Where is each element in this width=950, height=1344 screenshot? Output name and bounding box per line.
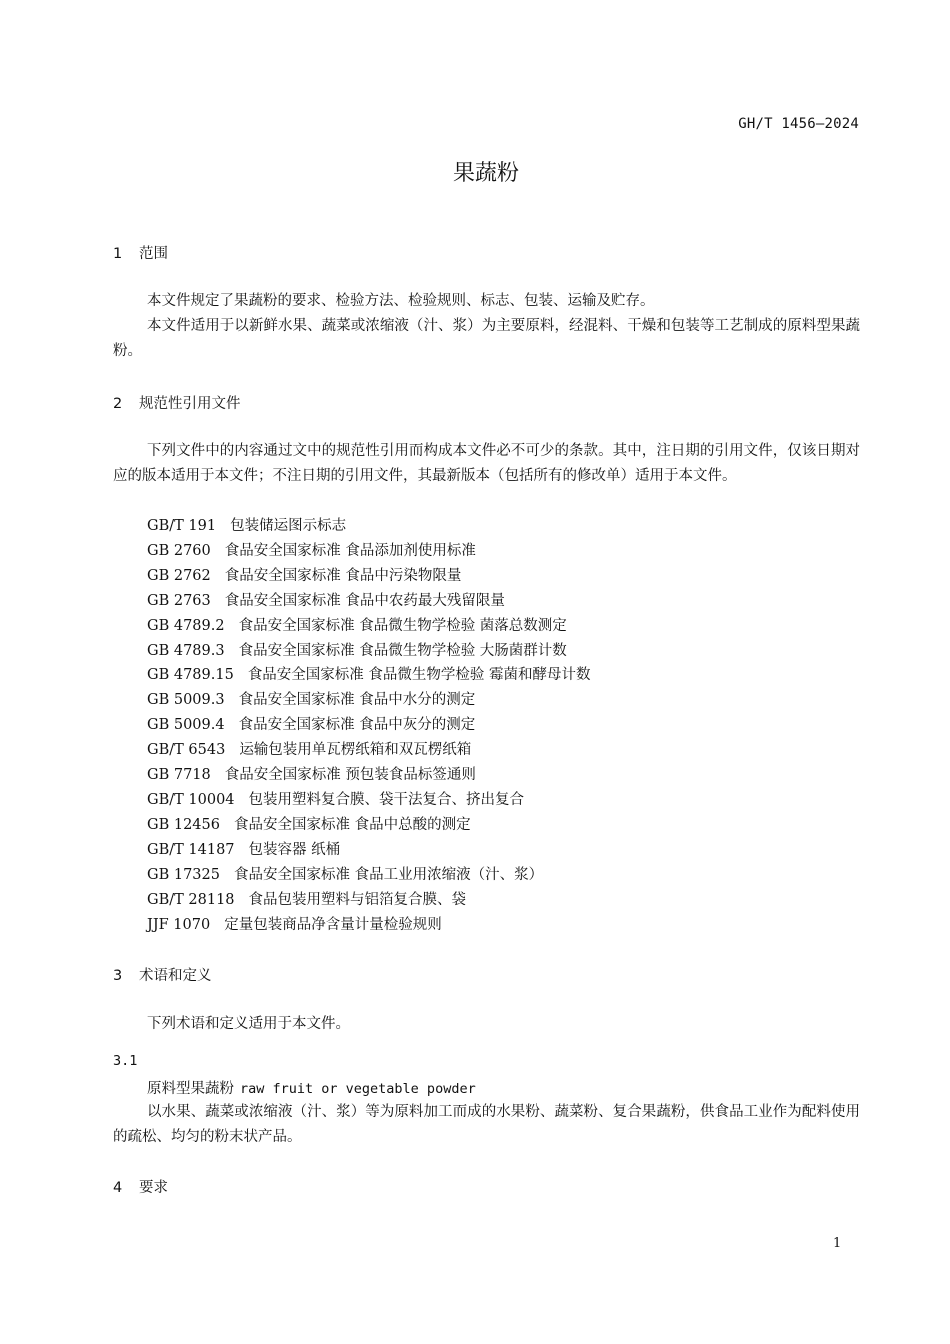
reference-code: GB/T 6543: [147, 742, 226, 759]
scope-paragraph-2: 本文件适用于以新鲜水果、蔬菜或浓缩液（汁、浆）为主要原料，经混料、干燥和包装等工艺制成的原料型果蔬粉。: [113, 318, 860, 359]
reference-list: [147, 514, 591, 937]
term-entry: [147, 1077, 476, 1098]
section-number: 2: [113, 396, 123, 412]
reference-code: GB/T 28118: [147, 891, 235, 908]
reference-title: 食品安全国家标准 食品添加剂使用标准: [224, 542, 476, 559]
reference-item: [147, 763, 591, 788]
reference-item: [147, 788, 591, 813]
reference-code: GB 2760: [147, 542, 211, 559]
reference-title: 运输包装用单瓦楞纸箱和双瓦楞纸箱: [239, 742, 472, 759]
reference-item: [147, 863, 591, 888]
reference-title: 食品安全国家标准 食品中灰分的测定: [238, 717, 476, 734]
reference-code: GB 17325: [147, 866, 220, 883]
reference-item: [147, 589, 591, 614]
reference-title: 食品安全国家标准 食品工业用浓缩液（汁、浆）: [233, 866, 544, 883]
reference-item: [147, 614, 591, 639]
section-number: 4: [113, 1180, 123, 1196]
reference-item: [147, 838, 591, 863]
term-chinese: 原料型果蔬粉: [147, 1081, 234, 1097]
terms-intro: 下列术语和定义适用于本文件。: [147, 1016, 350, 1032]
reference-code: GB 12456: [147, 816, 220, 833]
reference-item: [147, 639, 591, 664]
reference-item: [147, 564, 591, 589]
reference-title: 包装储运图示标志: [230, 518, 347, 534]
reference-item: [147, 813, 591, 838]
reference-title: 食品安全国家标准 食品中农药最大残留限量: [224, 592, 505, 609]
reference-title: 定量包装商品净含量计量检验规则: [224, 916, 442, 933]
section-number: 1: [113, 246, 123, 262]
reference-code: GB 5009.4: [147, 717, 225, 734]
reference-title: 食品安全国家标准 食品微生物学检验 霉菌和酵母计数: [247, 667, 591, 684]
reference-title: 包装容器 纸桶: [248, 841, 341, 858]
section-heading-normative: [113, 392, 241, 413]
reference-title: 食品安全国家标准 食品微生物学检验 大肠菌群计数: [238, 642, 567, 659]
reference-code: GB 4789.2: [147, 617, 225, 634]
section-number: 3: [113, 968, 123, 984]
reference-title: 食品安全国家标准 食品中水分的测定: [238, 692, 476, 709]
page-number: 1: [833, 1236, 842, 1251]
reference-item: [147, 913, 591, 938]
reference-code: GB 7718: [147, 767, 211, 784]
standard-code: GH/T 1456—2024: [738, 116, 859, 132]
reference-code: GB 5009.3: [147, 692, 225, 709]
reference-item: [147, 539, 591, 564]
reference-item: [147, 688, 591, 713]
section-title: 范围: [139, 246, 168, 262]
reference-code: GB 4789.3: [147, 642, 225, 659]
reference-item: [147, 713, 591, 738]
reference-item: [147, 663, 591, 688]
reference-code: JJF 1070: [147, 916, 211, 933]
reference-title: 包装用塑料复合膜、袋干法复合、挤出复合: [248, 791, 525, 808]
section-heading-scope: [113, 242, 168, 263]
reference-title: 食品包装用塑料与铝箔复合膜、袋: [248, 891, 467, 908]
section-title: 规范性引用文件: [139, 396, 241, 412]
reference-title: 食品安全国家标准 预包装食品标签通则: [224, 767, 476, 784]
reference-item: [147, 888, 591, 913]
document-title: 果蔬粉: [452, 161, 519, 186]
reference-code: GB/T 191: [147, 518, 217, 534]
reference-item: [147, 514, 591, 539]
reference-code: GB 2763: [147, 592, 211, 609]
reference-code: GB 4789.15: [147, 667, 234, 684]
reference-code: GB 2762: [147, 567, 211, 584]
scope-paragraph-1: 本文件规定了果蔬粉的要求、检验方法、检验规则、标志、包装、运输及贮存。: [147, 293, 655, 309]
reference-title: 食品安全国家标准 食品微生物学检验 菌落总数测定: [238, 617, 567, 634]
reference-title: 食品安全国家标准 食品中总酸的测定: [233, 816, 471, 833]
reference-code: GB/T 10004: [147, 791, 235, 808]
section-title: 要求: [139, 1180, 168, 1196]
section-heading-terms: [113, 964, 212, 985]
term-definition: 以水果、蔬菜或浓缩液（汁、浆）等为原料加工而成的水果粉、蔬菜粉、复合果蔬粉，供食品工业作为配料使用的疏松、均匀的粉末状产品。: [113, 1104, 860, 1145]
section-heading-requirements: [113, 1176, 168, 1197]
section-title: 术语和定义: [139, 968, 212, 984]
term-english: raw fruit or vegetable powder: [240, 1081, 476, 1097]
normative-intro: 下列文件中的内容通过文中的规范性引用而构成本文件必不可少的条款。其中，注日期的引用文件，仅该日期对应的版本适用于本文件；不注日期的引用文件，其最新版本（包括所有的修改单）适用于本文件。: [113, 443, 860, 484]
reference-code: GB/T 14187: [147, 841, 235, 858]
term-entry-number: 3.1: [113, 1053, 138, 1069]
reference-item: [147, 738, 591, 763]
reference-title: 食品安全国家标准 食品中污染物限量: [224, 567, 462, 584]
